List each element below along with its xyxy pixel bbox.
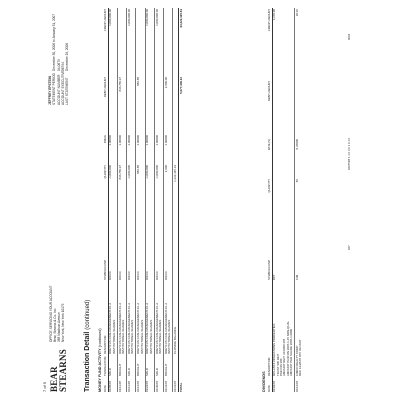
bear-stearns-logo — [50, 349, 67, 392]
total-credit: $4,322,415.81 — [179, 8, 184, 76]
col-date: DATE — [268, 376, 272, 392]
col-credit: CREDIT AMOUNT — [104, 8, 108, 76]
col-symbol: SYMBOL/CUSIP — [104, 216, 108, 280]
logo-line-1: BEAR — [49, 366, 59, 392]
statement-period-row: STATEMENT PERIOD December 30, 2006 to January 31, 2007 — [52, 13, 57, 105]
table-row: 01/16/07 KIMCO REALTY CORP REC 12/28/07 PAY 01/16/07 KIM 86 0.36000 30.96 — [295, 9, 303, 392]
account-number-row: ACCOUNT NUMBER 04-06T9 — [56, 59, 61, 105]
table-row: 01/02/07 OCH-ZIFF OPERATIONS PROPERTIES TRUST SBI REIT PAID ON 300 AMOUNT REIT: 10.9000 365 AMOUNT PAID ON 2007-1-15 NON-QUAL AMOUNT PER SHARE 2006-1.0000 BPT 3,270.00 — [272, 9, 294, 392]
money-fund-table — [104, 8, 184, 392]
money-fund-heading: MONEY FUND ACTIVITY (continued) — [98, 328, 102, 392]
col-quantity: QUANTITY — [104, 164, 108, 216]
table-row: 01/31/07 BOUGHT DREYFUS CASH MANAGEMENT-CL A INSTITUTIONAL SHARES DICXX 2,600 1.00000 2,600.00 — [164, 8, 173, 392]
table-row: 01/30/07 SOLD DREYFUS CASH MANAGEMENT-CL A INSTITUTIONAL SHARES DICXX -1,000,000 1.00000 1,000,000.00 — [154, 9, 163, 392]
account-executive-row: ACCOUNT EXECUTIVE 36794 — [60, 62, 65, 105]
col-price: PRICE — [104, 134, 108, 164]
total-debit: 5,977,446.12 — [179, 76, 184, 134]
table-row: 01/11/07 SOLD DREYFUS CASH MANAGEMENT-CL A INSTITUTIONAL SHARES DICXX -1,000,000 1.00000 1,000,000.00 — [126, 9, 135, 392]
col-quantity: QUANTITY — [268, 178, 272, 218]
col-date: DATE — [104, 376, 108, 392]
address-line: OFFICE SERVICING YOUR ACCOUNT — [49, 285, 53, 342]
table-row: 01/11/07 BOUGHT DREYFUS CASH MANAGEMENT-CL A INSTITUTIONAL SHARES DICXX 836,789.97 1.00000 836,789.97 — [117, 8, 126, 392]
footer-right-code: 0004 — [347, 33, 351, 40]
footer-left-code: 027 — [347, 245, 351, 250]
rotated-statement-page — [40, 0, 360, 400]
title-sub: (continued) — [85, 299, 91, 330]
statement-info-block — [48, 14, 70, 105]
money-fund-total-row — [179, 8, 184, 392]
office-address-block — [50, 285, 65, 342]
dividends-heading: DIVIDENDS — [262, 371, 266, 392]
table-row: 01/05/07 SOLD DREYFUS CASH MANAGEMENT-CL A INSTITUTIONAL SHARES DICXX -1,000,000 1.00000 1,000,000.00 — [108, 9, 116, 392]
address-line: New York, New York 10179 — [60, 303, 65, 342]
col-credit: CREDIT AMOUNT — [268, 8, 272, 80]
col-transaction: TRANSACTION — [104, 354, 108, 376]
page-number: 7 of 9 — [42, 381, 47, 392]
dividends-table — [268, 8, 304, 392]
title-main: Transaction Detail — [84, 331, 91, 392]
col-debit: DEBIT AMOUNT — [268, 80, 272, 138]
account-name: JEFFREY EPSTEIN — [48, 76, 52, 105]
col-description: DESCRIPTION — [268, 280, 272, 376]
table-row: 01/22/07 SOLD DREYFUS CASH MANAGEMENT-CL A INSTITUTIONAL SHARES DICXX -1,000,000 1.00000 1,000,000.00 — [145, 9, 153, 392]
logo-line-2: STEARNS — [57, 349, 68, 392]
table-row: 01/16/07 BOUGHT DREYFUS CASH MANAGEMENT-CL A INSTITUTIONAL SHARES DICXX 886.88 1.00000 886.88 — [136, 8, 145, 392]
address-line: Bear, Stearns & Co. Inc. — [52, 307, 57, 342]
page-title — [84, 300, 92, 392]
col-description: DESCRIPTION — [104, 280, 108, 354]
col-debit: DEBIT AMOUNT — [104, 76, 108, 134]
last-statement-row: LAST STATEMENT December 29, 2006 — [65, 43, 70, 105]
footer-barcode-text: 020751B 1 1 0 3 0 1 0 1 0 — [347, 137, 351, 170]
address-line: 383 Madison Avenue — [56, 312, 61, 342]
total-label: TOTAL — [179, 354, 184, 392]
col-symbol: SYMBOL/CUSIP — [268, 218, 272, 280]
table-row-closing-balance: 01/31/07 CLOSING BALANCE 1,433,445.33 — [173, 165, 178, 392]
col-rate: RATE (S) — [268, 138, 272, 178]
